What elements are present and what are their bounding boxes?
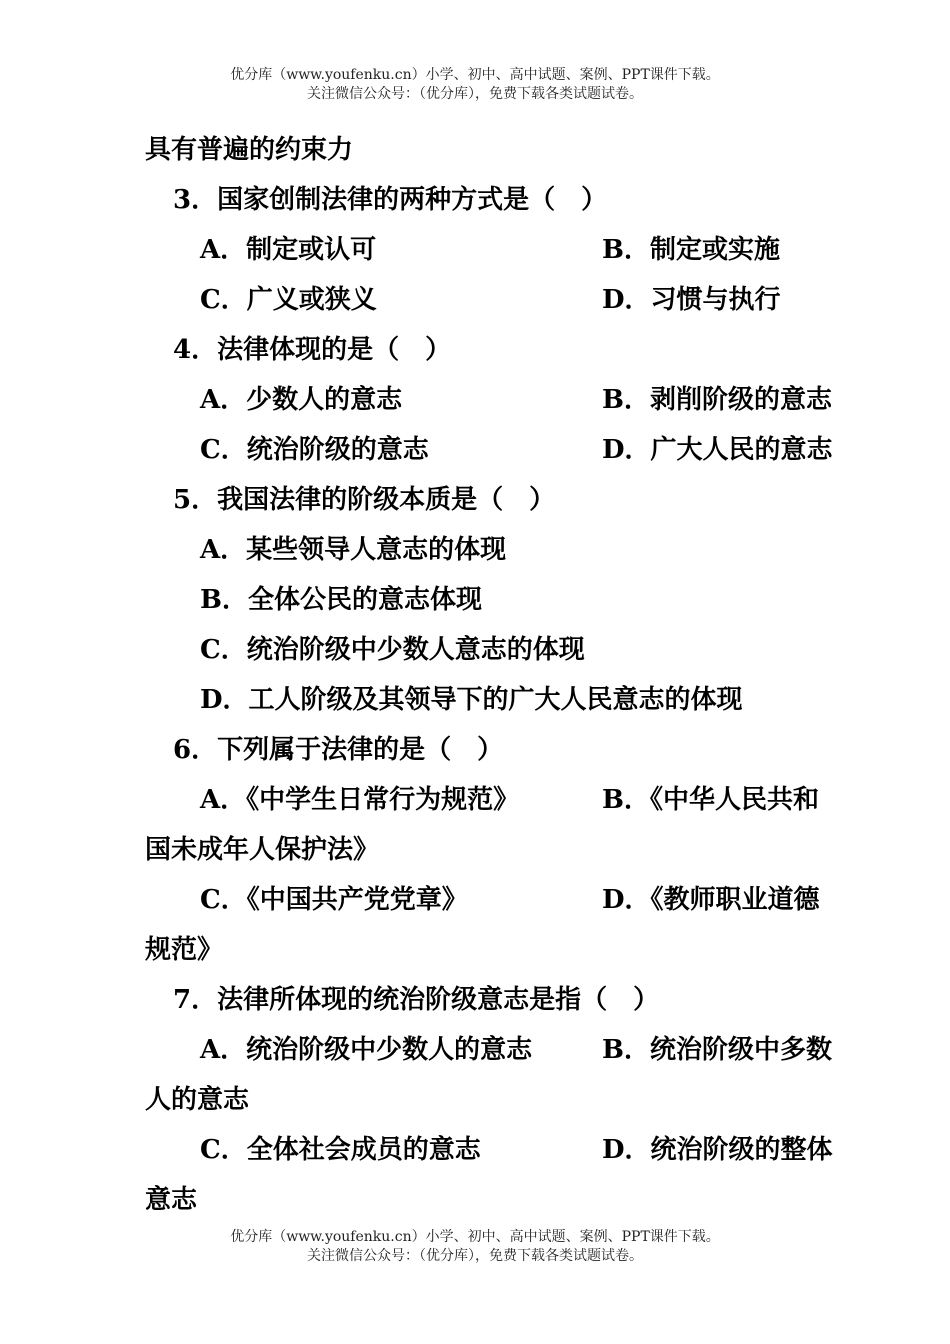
question-6-stem: 6．下列属于法律的是（ ） <box>173 735 504 765</box>
question-4-row-ab <box>145 375 850 425</box>
question-3-option-b: B．制定或实施 <box>602 235 780 265</box>
question-6-option-c: C．《中国共产党党章》 <box>200 885 468 915</box>
question-4-option-c: C．统治阶级的意志 <box>200 435 429 465</box>
question-5-option-a: A．某些领导人意志的体现 <box>200 535 507 565</box>
footer-line-1: 优分库（www.youfenku.cn）小学、初中、高中试题、案例、PPT课件下载。 <box>230 1229 720 1245</box>
question-7-option-d: D．统治阶级的整体 <box>602 1135 833 1165</box>
question-6-option-b-wrap: 国未成年人保护法》 <box>145 835 380 865</box>
question-6-row-ab <box>145 775 850 825</box>
question-6-option-d-wrap: 规范》 <box>145 935 224 965</box>
page-header <box>0 66 950 104</box>
question-4-option-a: A．少数人的意志 <box>200 385 403 415</box>
question-4-option-d: D．广大人民的意志 <box>602 435 833 465</box>
question-5-option-c: C．统治阶级中少数人意志的体现 <box>200 635 585 665</box>
question-7-option-c: C．全体社会成员的意志 <box>200 1135 481 1165</box>
question-6-option-a: A．《中学生日常行为规范》 <box>200 785 520 815</box>
question-7-option-a: A．统治阶级中少数人的意志 <box>200 1035 533 1065</box>
question-6-option-b: B．《中华人民共和 <box>602 785 819 815</box>
question-3-option-c: C．广义或狭义 <box>200 285 377 315</box>
document-body <box>145 125 850 1225</box>
question-7-option-b: B．统治阶级中多数 <box>602 1035 832 1065</box>
question-4-row-cd <box>145 425 850 475</box>
continuation-line: 具有普遍的约束力 <box>145 135 354 165</box>
question-4-stem: 4．法律体现的是（ ） <box>173 335 452 365</box>
question-3-row-ab <box>145 225 850 275</box>
question-3-option-d: D．习惯与执行 <box>602 285 781 315</box>
question-5-stem: 5．我国法律的阶级本质是（ ） <box>173 485 556 515</box>
question-6-row-cd <box>145 875 850 925</box>
question-7-row-ab <box>145 1025 850 1075</box>
question-6-option-d: D．《教师职业道德 <box>602 885 820 915</box>
question-3-option-a: A．制定或认可 <box>200 235 377 265</box>
question-7-option-b-wrap: 人的意志 <box>145 1085 250 1115</box>
question-7-stem: 7．法律所体现的统治阶级意志是指（ ） <box>173 985 660 1015</box>
question-5-option-b: B．全体公民的意志体现 <box>200 585 482 615</box>
header-line-2: 关注微信公众号：（优分库），免费下载各类试题试卷。 <box>307 86 643 102</box>
question-5-option-d: D．工人阶级及其领导下的广大人民意志的体现 <box>200 685 743 715</box>
question-3-stem: 3．国家创制法律的两种方式是（ ） <box>173 185 608 215</box>
question-7-row-cd <box>145 1125 850 1175</box>
page-footer <box>0 1228 950 1266</box>
question-3-row-cd <box>145 275 850 325</box>
question-4-option-b: B．剥削阶级的意志 <box>602 385 832 415</box>
question-7-option-d-wrap: 意志 <box>145 1185 198 1215</box>
footer-line-2: 关注微信公众号：（优分库），免费下载各类试题试卷。 <box>307 1248 643 1264</box>
header-line-1: 优分库（www.youfenku.cn）小学、初中、高中试题、案例、PPT课件下载。 <box>230 67 720 83</box>
